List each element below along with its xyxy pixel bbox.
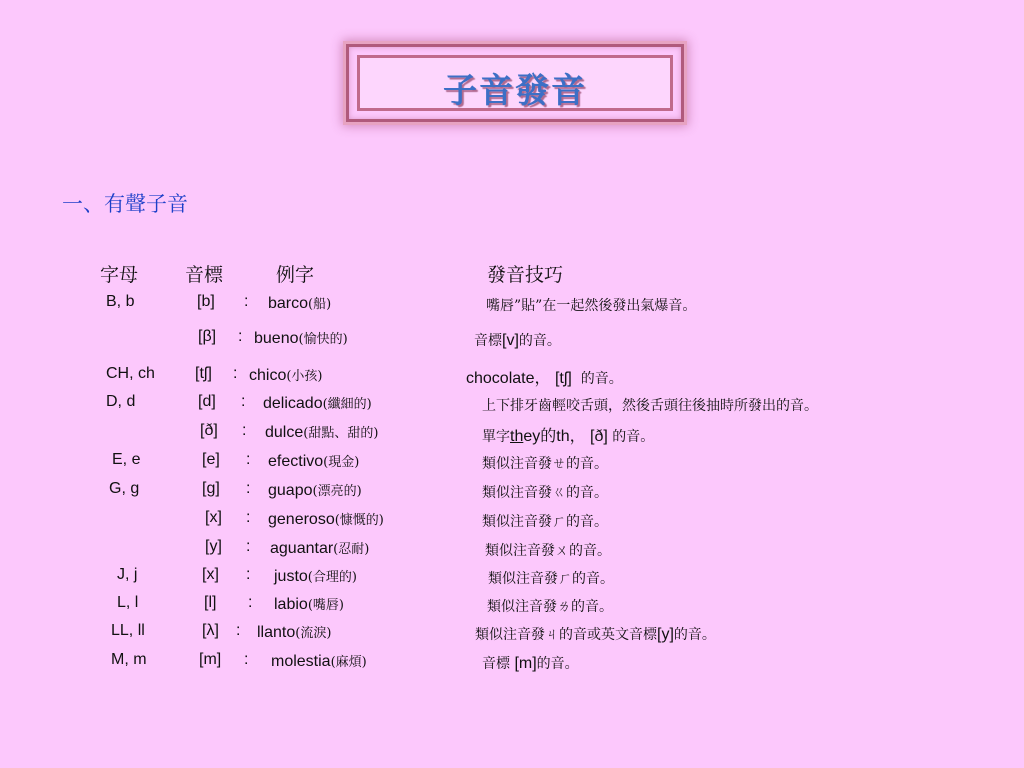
example-meaning: (纖細的)	[322, 397, 372, 412]
row-example	[268, 509, 384, 529]
row-example	[268, 451, 359, 471]
example-meaning: (合理的)	[307, 570, 357, 585]
row-tip: 類似注音發ㄏ的音。	[488, 571, 614, 587]
row-ipa: [tʃ]	[195, 365, 212, 382]
row-example	[265, 422, 378, 442]
example-meaning: (漂亮的)	[312, 484, 362, 499]
section-heading: 一、有聲子音	[62, 192, 188, 216]
example-word: chico	[249, 367, 287, 384]
example-word: labio	[274, 596, 308, 613]
row-colon: :	[248, 594, 253, 611]
row-ipa: [λ]	[202, 622, 219, 639]
row-tip: chocolate， [tʃ] 的音。	[466, 370, 623, 387]
example-word: guapo	[268, 482, 313, 499]
row-ipa: [β]	[198, 328, 217, 345]
row-colon: :	[246, 451, 251, 468]
row-tip: 嘴唇”貼”在一起然後發出氣爆音。	[486, 298, 697, 314]
example-word: dulce	[265, 424, 304, 441]
row-tip: 音標 [m]的音。	[482, 655, 579, 672]
row-colon: :	[233, 365, 238, 382]
row-tip: 音標[v]的音。	[474, 332, 561, 349]
example-meaning: (愉快的)	[298, 332, 348, 347]
example-word: efectivo	[268, 453, 324, 470]
header-technique: 發音技巧	[487, 264, 564, 286]
header-ipa: 音標	[185, 264, 224, 286]
example-meaning: (慷慨的)	[334, 513, 384, 528]
title-frame	[346, 44, 684, 122]
row-example	[268, 293, 331, 313]
row-colon: :	[246, 480, 251, 497]
row-letter: M, m	[111, 651, 147, 668]
row-letter: G, g	[109, 480, 140, 497]
example-word: molestia	[271, 653, 331, 670]
row-tip: 類似注音發ㄏ的音。	[482, 514, 608, 530]
row-letter: D, d	[106, 393, 136, 410]
row-letter: J, j	[117, 566, 138, 583]
row-example	[271, 651, 367, 671]
row-ipa: [m]	[199, 651, 222, 668]
row-letter: E, e	[112, 451, 141, 468]
example-meaning: (現金)	[323, 455, 360, 470]
row-tip: 上下排牙齒輕咬舌頭，然後舌頭往後抽時所發出的音。	[482, 398, 818, 414]
row-example	[254, 328, 348, 348]
row-ipa: [e]	[202, 451, 220, 468]
example-meaning: (流淚)	[295, 626, 332, 641]
row-colon: :	[244, 651, 249, 668]
example-word: generoso	[268, 511, 335, 528]
example-word: barco	[268, 295, 309, 312]
row-tip: 類似注音發ㄍ的音。	[482, 485, 608, 501]
row-letter: B, b	[106, 293, 135, 310]
example-meaning: (麻煩)	[330, 655, 367, 670]
row-letter: LL, ll	[111, 622, 145, 639]
row-ipa: [d]	[198, 393, 216, 410]
example-meaning: (忍耐)	[333, 542, 370, 557]
row-letter: L, l	[117, 594, 139, 611]
row-ipa: [l]	[204, 594, 217, 611]
row-example	[270, 538, 369, 558]
row-ipa: [ð]	[200, 422, 218, 439]
row-colon: :	[241, 393, 246, 410]
row-ipa: [y]	[205, 538, 222, 555]
example-meaning: (甜點、甜的)	[303, 426, 379, 441]
row-ipa: [x]	[202, 566, 219, 583]
row-colon: :	[246, 509, 251, 526]
example-meaning: (船)	[308, 297, 332, 312]
row-tip: 類似注音發ㄐ的音或英文音標[y]的音。	[475, 626, 716, 643]
row-colon: :	[244, 293, 249, 310]
row-example	[257, 622, 331, 642]
row-example	[274, 594, 344, 614]
page-title: 子音發音	[443, 71, 587, 111]
row-tip: 單字they的th， [ð] 的音。	[482, 428, 655, 445]
row-letter: CH, ch	[106, 365, 155, 382]
row-colon: :	[246, 566, 251, 583]
example-word: bueno	[254, 330, 299, 347]
example-word: aguantar	[270, 540, 334, 557]
header-letter: 字母	[100, 264, 139, 286]
row-ipa: [g]	[202, 480, 220, 497]
row-colon: :	[236, 622, 241, 639]
example-meaning: (嘴唇)	[307, 598, 344, 613]
row-example	[274, 566, 357, 586]
row-example	[249, 365, 323, 385]
header-example: 例字	[276, 264, 315, 286]
row-tip: 類似注音發ㄨ的音。	[485, 543, 611, 559]
row-example	[263, 393, 372, 413]
example-word: delicado	[263, 395, 323, 412]
row-tip: 類似注音發ㄌ的音。	[487, 599, 613, 615]
row-ipa: [x]	[205, 509, 222, 526]
row-colon: :	[238, 328, 243, 345]
row-tip: 類似注音發ㄝ的音。	[482, 456, 608, 472]
row-example	[268, 480, 362, 500]
row-colon: :	[246, 538, 251, 555]
example-word: llanto	[257, 624, 296, 641]
example-meaning: (小孩)	[286, 369, 323, 384]
row-ipa: [b]	[197, 293, 215, 310]
example-word: justo	[274, 568, 308, 585]
row-colon: :	[242, 422, 247, 439]
